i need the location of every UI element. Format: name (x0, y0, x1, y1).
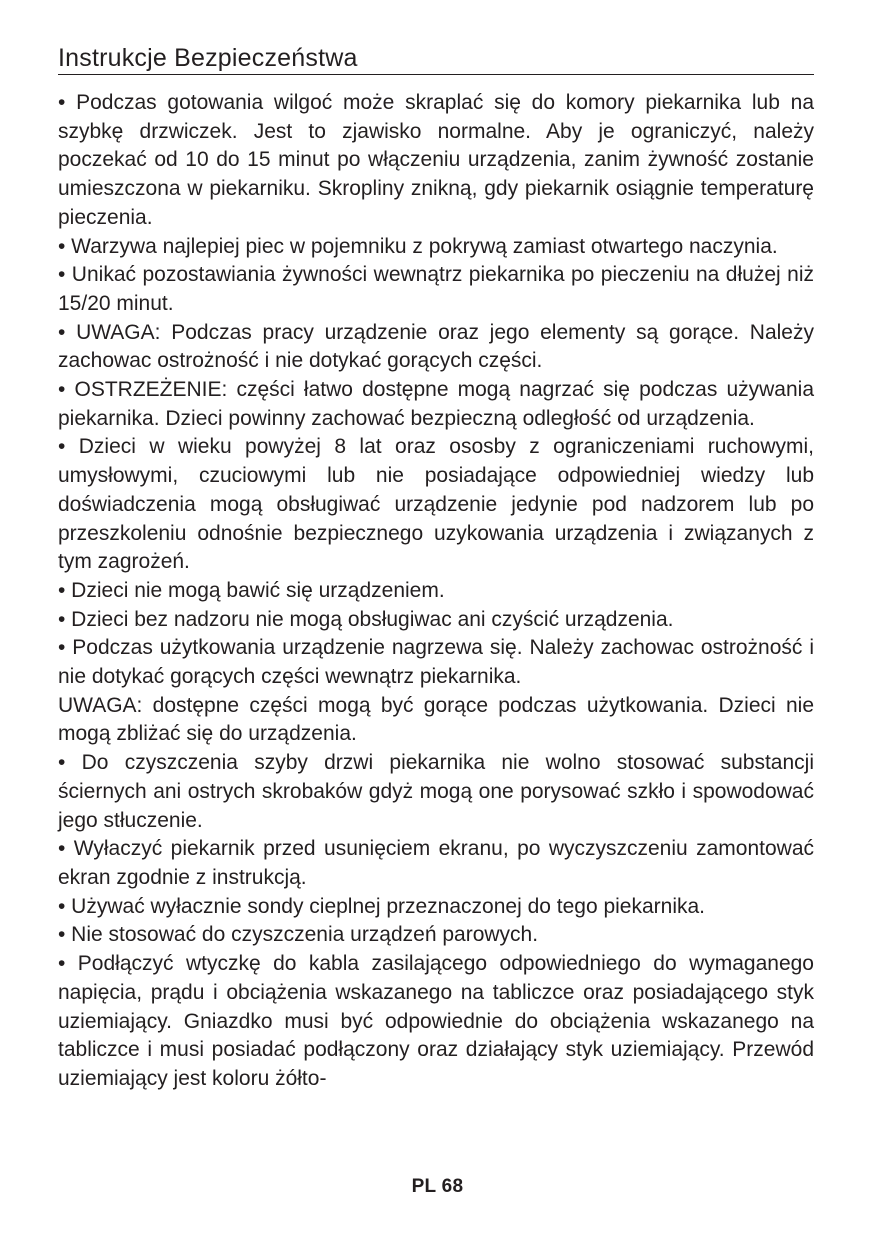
paragraph-temperature-probe: • Używać wyłacznie sondy cieplnej przeznaczonej do tego piekarnika. (58, 894, 706, 918)
safety-instructions-body (58, 89, 814, 1094)
paragraph-vegetables: • Warzywa najlepiej piec w pojemniku z pokrywą zamiast otwartego naczynia. (58, 234, 778, 258)
paragraph-caution-hot-parts: UWAGA: dostępne części mogą być gorące podczas użytkowania. Dzieci nie mogą zbliżać się do urządzenia. (58, 693, 814, 746)
paragraph-leaving-food: • Unikać pozostawiania żywności wewnątrz piekarnika po pieczeniu na dłużej niż 15/20 minut. (58, 263, 814, 315)
page-number: PL 68 (411, 1176, 464, 1197)
paragraph-accessible-parts-warning: • OSTRZEŻENIE: części łatwo dostępne mogą nagrzać się podczas używania piekarnika. Dzieci powinny zachować bezpieczną odległość od urządzenia. (58, 378, 814, 430)
paragraph-children-cleaning: • Dzieci bez nadzoru nie mogą obsługiwac ani czyścić urządzenia. (58, 607, 674, 631)
paragraph-hot-elements-warning: • UWAGA: Podczas pracy urządzenie oraz jego elementy są gorące. Należy zachowac ostrożność i nie dotykać gorących części. (58, 320, 814, 373)
paragraph-electrical-connection: • Podłączyć wtyczkę do kabla zasilającego odpowiedniego do wymaganego napięcia, prądu i obciążenia wskazanego na tabliczce oraz posiadającego styk uziemiający. Gniazdko musi być odpowiednie do obciążenia wskazanego na tabliczce i musi posiadać podłączony oraz działający styk uziemiający. Przewód uziemiający jest koloru żółto- (58, 952, 814, 1090)
paragraph-steam-cleaners: • Nie stosować do czyszczenia urządzeń parowych. (58, 923, 539, 947)
page-title: Instrukcje Bezpieczeństwa (58, 42, 814, 75)
paragraph-children-play: • Dzieci nie mogą bawić się urządzeniem. (58, 578, 445, 602)
paragraph-glass-cleaning: • Do czyszczenia szyby drzwi piekarnika nie wolno stosować substancji ściernych ani ostrych skrobaków gdyż mogą one porysować szkło i spowodować jego stłuczenie. (58, 751, 814, 832)
paragraph-heating-during-use: • Podczas użytkowania urządzenie nagrzewa się. Należy zachowac ostrożność i nie dotykać gorących części wewnątrz piekarnika. (58, 636, 814, 689)
paragraph-condensation: • Podczas gotowania wilgoć może skraplać się do komory piekarnika lub na szybkę drzwiczek. Jest to zjawisko normalne. Aby je ograniczyć, należy poczekać od 10 do 15 minut po włączeniu urządzenia, zanim żywność zostanie umieszczona w piekarniku. Skropliny znikną, gdy piekarnik osiągnie temperaturę pieczenia. (58, 91, 814, 229)
paragraph-screen-removal: • Wyłaczyć piekarnik przed usunięciem ekranu, po wyczyszczeniu zamontować ekran zgodnie z instrukcją. (58, 837, 814, 889)
paragraph-children-supervision: • Dzieci w wieku powyżej 8 lat oraz ososby z ograniczeniami ruchowymi, umysłowymi, czuciowymi lub nie posiadające odpowiedniej wiedzy lub doświadczenia mogą obsługiwać urządzenie jedynie pod nadzorem lub po przeszkoleniu odnośnie bezpiecznego uzykowania urządzenia i związanych z tym zagrożeń. (58, 435, 814, 574)
